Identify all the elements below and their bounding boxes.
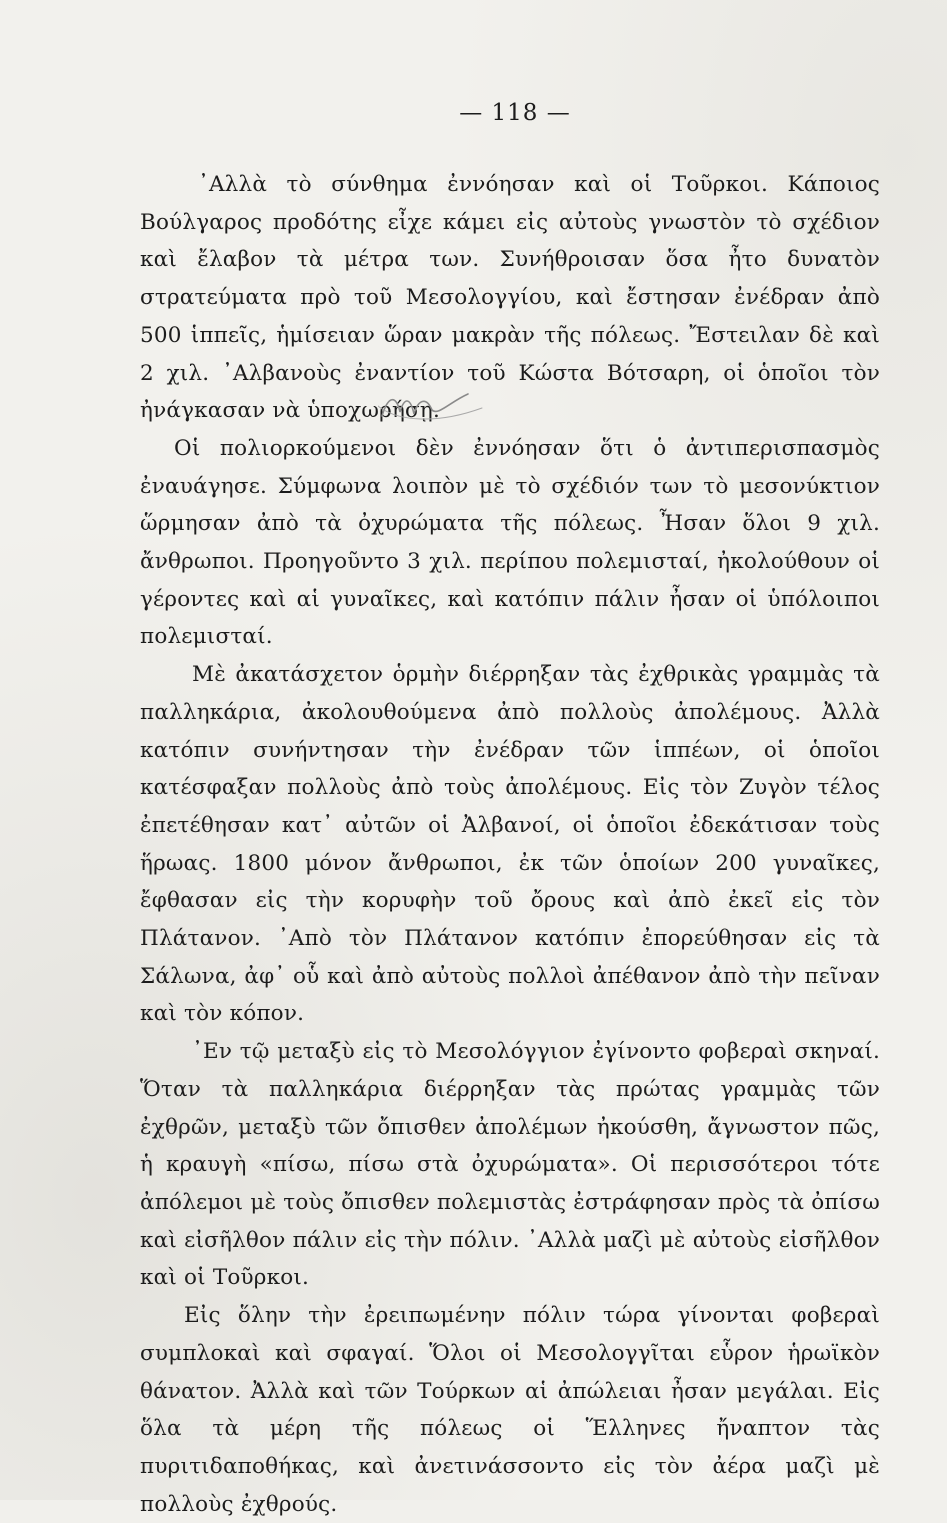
paragraph-2: Οἱ πολιορκούμενοι δὲν ἐννόησαν ὅτι ὁ ἀντιπερισπασμὸς ἐναυάγησε. Σύμφωνα λοιπὸν μὲ τὸ σχέδιόν των τὸ μεσονύκτιον ὥρμησαν ἀπὸ τὰ ὀχυρώματα τῆς πόλεως. Ἦσαν ὅλοι 9 χιλ. ἄνθρωποι. Προηγοῦντο 3 χιλ. περίπου πολεμισταί, ἠκολούθουν οἱ γέροντες καὶ αἱ γυναῖκες, καὶ κατόπιν πάλιν ἦσαν οἱ ὑπόλοιποι πολεμισταί. xyxy=(140,435,880,650)
paragraph-1: ᾿Αλλὰ τὸ σύνθημα ἐννόησαν καὶ οἱ Τοῦρκοι. Κάποιος Βούλγαρος προδότης εἶχε κάμει εἰς αὐτοὺς γνωστὸν τὸ σχέδιον καὶ ἔλαβον τὰ μέτρα των. Συνήθροισαν ὅσα ἦτο δυνατὸν στρατεύματα πρὸ τοῦ Μεσολογγίου, καὶ ἔστησαν ἐνέδραν ἀπὸ 500 ἱππεῖς, ἡμίσειαν ὥραν μακρὰν τῆς πόλεως. Ἔστειλαν δὲ καὶ 2 χιλ. ᾿Αλβανοὺς ἐναντίον τοῦ Κώστα Βότσαρη, οἱ ὁποῖοι τὸν ἠνάγκασαν νὰ ὑποχωρήσῃ. xyxy=(140,172,880,424)
pencil-mark-icon xyxy=(378,386,488,426)
paragraph-4: ᾿Εν τῷ μεταξὺ εἰς τὸ Μεσολόγγιον ἐγίνοντο φοβεραὶ σκηναί. Ὅταν τὰ παλληκάρια διέρρηξαν τὰς πρώτας γραμμὰς τῶν ἐχθρῶν, μεταξὺ τῶν ὄπισθεν ἀπολέμων ἠκούσθη, ἄγνωστον πῶς, ἡ κραυγὴ «πίσω, πίσω στὰ ὀχυρώματα». Οἱ περισσότεροι τότε ἀπόλεμοι μὲ τοὺς ὄπισθεν πολεμιστὰς ἐστράφησαν πρὸς τὰ ὀπίσω καὶ εἰσῆλθον πάλιν εἰς τὴν πόλιν. ᾿Αλλὰ μαζὶ μὲ αὐτοὺς εἰσῆλθον καὶ οἱ Τοῦρκοι. xyxy=(140,1039,880,1291)
paragraph-5: Εἰς ὅλην τὴν ἐρειπωμένην πόλιν τώρα γίνονται φοβεραὶ συμπλοκαὶ καὶ σφαγαί. Ὅλοι οἱ Μεσολογγῖται εὗρον ἡρωϊκὸν θάνατον. Ἀλλὰ καὶ τῶν Τούρκων αἱ ἀπώλειαι ἦσαν μεγάλαι. Εἰς ὅλα τὰ μέρη τῆς πόλεως οἱ Ἕλληνες ἤναπτον τὰς πυριτιδαποθήκας, καὶ ἀνετινάσσοντο εἰς τὸν ἀέρα μαζὶ μὲ πολλοὺς ἐχθρούς. xyxy=(140,1303,880,1517)
page-number: — 118 — xyxy=(459,100,571,126)
body-text xyxy=(140,166,880,1523)
paragraph-3: Μὲ ἀκατάσχετον ὁρμὴν διέρρηξαν τὰς ἐχθρικὰς γραμμὰς τὰ παλληκάρια, ἀκολουθούμενα ἀπὸ πολλοὺς ἀπολέμους. Ἀλλὰ κατόπιν συνήντησαν τὴν ἐνέδραν τῶν ἱππέων, οἱ ὁποῖοι κατέσφαξαν πολλοὺς ἀπὸ τοὺς ἀπολέμους. Εἰς τὸν Ζυγὸν τέλος ἐπετέθησαν κατ᾿ αὐτῶν οἱ Ἀλβανοί, οἱ ὁποῖοι ἐδεκάτισαν τοὺς ἥρωας. 1800 μόνον ἄνθρωποι, ἐκ τῶν ὁποίων 200 γυναῖκες, ἔφθασαν εἰς τὴν κορυφὴν τοῦ ὄρους καὶ ἀπὸ ἐκεῖ εἰς τὸν Πλάτανον. ᾿Απὸ τὸν Πλάτανον κατόπιν ἐπορεύθησαν εἰς τὰ Σάλωνα, ἀφ᾿ οὗ καὶ ἀπὸ αὐτοὺς πολλοὶ ἀπέθανον ἀπὸ τὴν πεῖναν καὶ τὸν κόπον. xyxy=(140,662,880,1027)
